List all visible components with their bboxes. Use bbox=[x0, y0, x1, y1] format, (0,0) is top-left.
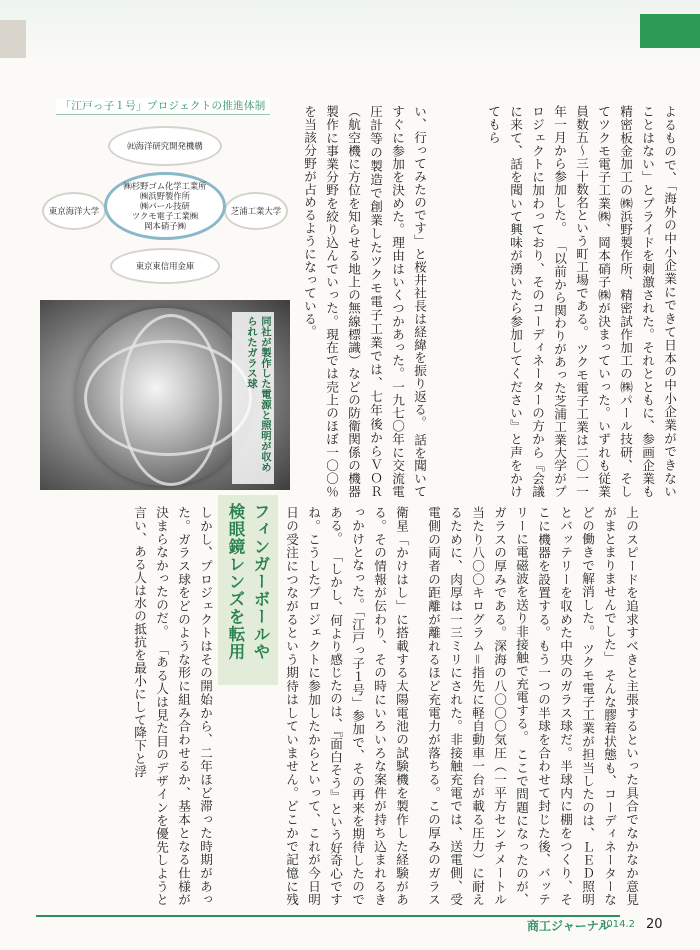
footer-date: 2014.2 bbox=[600, 919, 635, 930]
org-center-2: ㈱浜野製作所 bbox=[140, 191, 190, 201]
org-top: ㈳海洋研究開発機構 bbox=[108, 126, 222, 166]
sphere-ring-2 bbox=[120, 314, 222, 486]
body-column-r1c1 bbox=[296, 105, 430, 498]
body-column-r1c2 bbox=[434, 105, 680, 498]
body-column-r2c2 bbox=[40, 506, 216, 906]
body-paragraph: 上のスピードを追求すべきと主張するといった具合でなかなか意見がまとまりませんでした」 そんな膠着状態も、コーディネーターなどの働きで解消した。 ツクモ電子工業が担当したのは、ＬＥＤ照明とバッテリーを収めた中央のガラス球だ。半球内に棚をつくり、そこに機器を設置する。もう一つの半球を合わせて封じた後、バッテリーに電磁波を送り非接触で充電する。 ここで問題になったのが、ガラスの厚みである。深海の八〇〇〇気圧（一平方センチメートル当たり八〇〇キログラム＝指先に軽自動車一台が載る圧力）に耐えるために、肉厚は一三ミリにされた。非接触充電では、送電側、受電側の両者の距離が離れるほど充電力が落ちる。この厚みのガラス bbox=[426, 506, 639, 906]
section-subheading: フィンガーボールや検眼鏡レンズを転用 bbox=[218, 495, 278, 685]
body-column-r3c1 bbox=[420, 506, 642, 906]
page-number: 20 bbox=[646, 917, 663, 932]
photo-caption: 同社が製作した電源と照明が収められたガラス球 bbox=[232, 312, 274, 484]
org-left: 東京海洋大学 bbox=[42, 192, 106, 230]
body-paragraph: 衛星「かけはし」に搭載する太陽電池の試験機を製作した経験がある。その情報が伝わり、その時にいろいろな案件が持ち込まれるきっかけとなった。「江戸っ子１号」参加で、その再来を期待したのである。 「しかし、何より感じたのは、『面白そう』という好奇心ですね。こうしたプロジェクトに参加したからといって、これが今日明日の受注につながるという期待はしていません。どこかで記憶に残 bbox=[284, 506, 409, 906]
org-center-3: ㈱パール技研 bbox=[140, 201, 190, 211]
org-right: 芝浦工業大学 bbox=[224, 192, 288, 230]
org-diagram bbox=[42, 98, 288, 286]
body-paragraph: い、行ってみたのです」と桜井社長は経緯を振り返る。 話を聞いてすぐに参加を決めた。理由はいくつかあった。一九七〇年に交流電圧計等の製造で創業したツクモ電子工業では、七年後からＶＯＲ（航空機に方位を知らせる地上の無線標識）などの防衛関係の機器製作に事業分野を絞り込んでいった。現在では売上のほぼ一〇〇％を当該分野が占めるようになっている。 bbox=[302, 105, 427, 498]
org-bottom: 東京東信用金庫 bbox=[110, 248, 220, 284]
org-center-5: 岡本硝子㈱ bbox=[144, 221, 186, 231]
org-center-1: ㈱杉野ゴム化学工業所 bbox=[123, 181, 207, 191]
body-paragraph: よるもので、「海外の中小企業にできて日本の中小企業ができないことはない」とプライドを刺激された。それとともに、参画企業も精密板金加工の㈱浜野製作所、精密試作加工の㈱パール技研、そしてツクモ電子工業㈱、岡本硝子㈱が決まっていった。いずれも従業員数五〜三十数名という町工場である。 ツクモ電子工業は二〇一一年一月から参加した。 「以前から関わりがあった芝浦工業大学がプロジェクトに加わっており、そのコーディネーターの方から『会議に来て、話を聞いて興味が湧いたら参加してください』と声をかけてもら bbox=[486, 105, 677, 498]
org-center-4: ツクモ電子工業㈱ bbox=[131, 211, 199, 221]
diagram-title: 「江戸っ子１号」プロジェクトの推進体制 bbox=[56, 98, 270, 115]
section-color-bar bbox=[640, 14, 700, 48]
page-tab-left bbox=[0, 20, 26, 58]
top-margin bbox=[0, 0, 700, 62]
body-column-r2c1 bbox=[282, 506, 412, 906]
body-paragraph: しかし、プロジェクトはその開始から、二年ほど滞った時期があった。ガラス球をどのような形に組み合わせるか、基本となる仕様が決まらなかったのだ。 「ある人は見た目のデザインを優先しようと言い、ある人は水の抵抗を最小にして降下と浮 bbox=[132, 506, 213, 906]
footer-magazine: 商工ジャーナル bbox=[527, 919, 611, 933]
org-center bbox=[104, 172, 226, 240]
